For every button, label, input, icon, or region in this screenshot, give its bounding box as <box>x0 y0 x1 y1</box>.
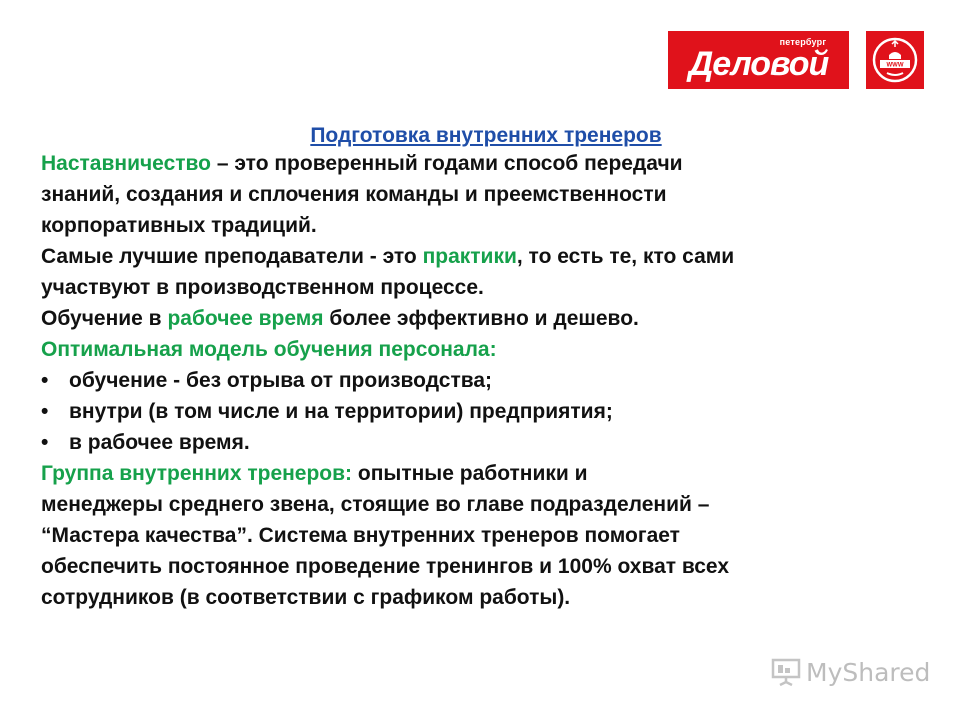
list-item: • обучение - без отрыва от производства; <box>41 365 931 396</box>
para-group-line-4: обеспечить постоянное проведение тренингов и 100% охват всех <box>41 555 730 578</box>
bullet-icon: • <box>41 400 49 423</box>
para-mentoring-line-3: корпоративных традиций. <box>41 214 317 237</box>
para-group-line-2: менеджеры среднего звена, стоящие во главе подразделений – <box>41 493 710 516</box>
page-title: Подготовка внутренних тренеров <box>310 124 662 147</box>
group-term: Группа внутренних тренеров: <box>41 462 353 485</box>
practitioners-term: практики <box>422 245 517 268</box>
presentation-board-icon <box>770 657 802 687</box>
list-item: • в рабочее время. <box>41 427 931 458</box>
logo-subtitle: петербург <box>779 37 827 47</box>
para-group-line-1: Группа внутренних тренеров: опытные работники и <box>41 462 588 485</box>
slide-body <box>41 120 931 613</box>
para-mentoring-line-2: знаний, создания и сплочения команды и преемственности <box>41 183 667 206</box>
para-teachers-line-2: участвуют в производственном процессе. <box>41 276 484 299</box>
seal-logo-icon <box>866 31 924 89</box>
delovoy-logo <box>668 31 849 89</box>
watermark-text: MyShared <box>806 657 931 687</box>
para-worktime: Обучение в рабочее время более эффективно и дешево. <box>41 307 639 330</box>
myshared-watermark <box>770 657 930 687</box>
para-mentoring-line-1: Наставничество – это проверенный годами способ передачи <box>41 152 683 175</box>
mentoring-term: Наставничество <box>41 152 212 175</box>
bullet-icon: • <box>41 431 49 454</box>
worktime-term: рабочее время <box>167 307 324 330</box>
model-heading: Оптимальная модель обучения персонала: <box>41 338 497 361</box>
svg-text:WWW: WWW <box>886 62 904 69</box>
para-group-line-3: “Мастера качества”. Система внутренних тренеров помогает <box>41 524 680 547</box>
list-item: • внутри (в том числе и на территории) предприятия; <box>41 396 931 427</box>
para-group-line-5: сотрудников (в соответствии с графиком работы). <box>41 586 571 609</box>
bullet-icon: • <box>41 369 49 392</box>
logo-wordmark: Деловой <box>688 45 829 83</box>
para-teachers-line-1: Самые лучшие преподаватели - это практики, то есть те, кто сами <box>41 245 735 268</box>
